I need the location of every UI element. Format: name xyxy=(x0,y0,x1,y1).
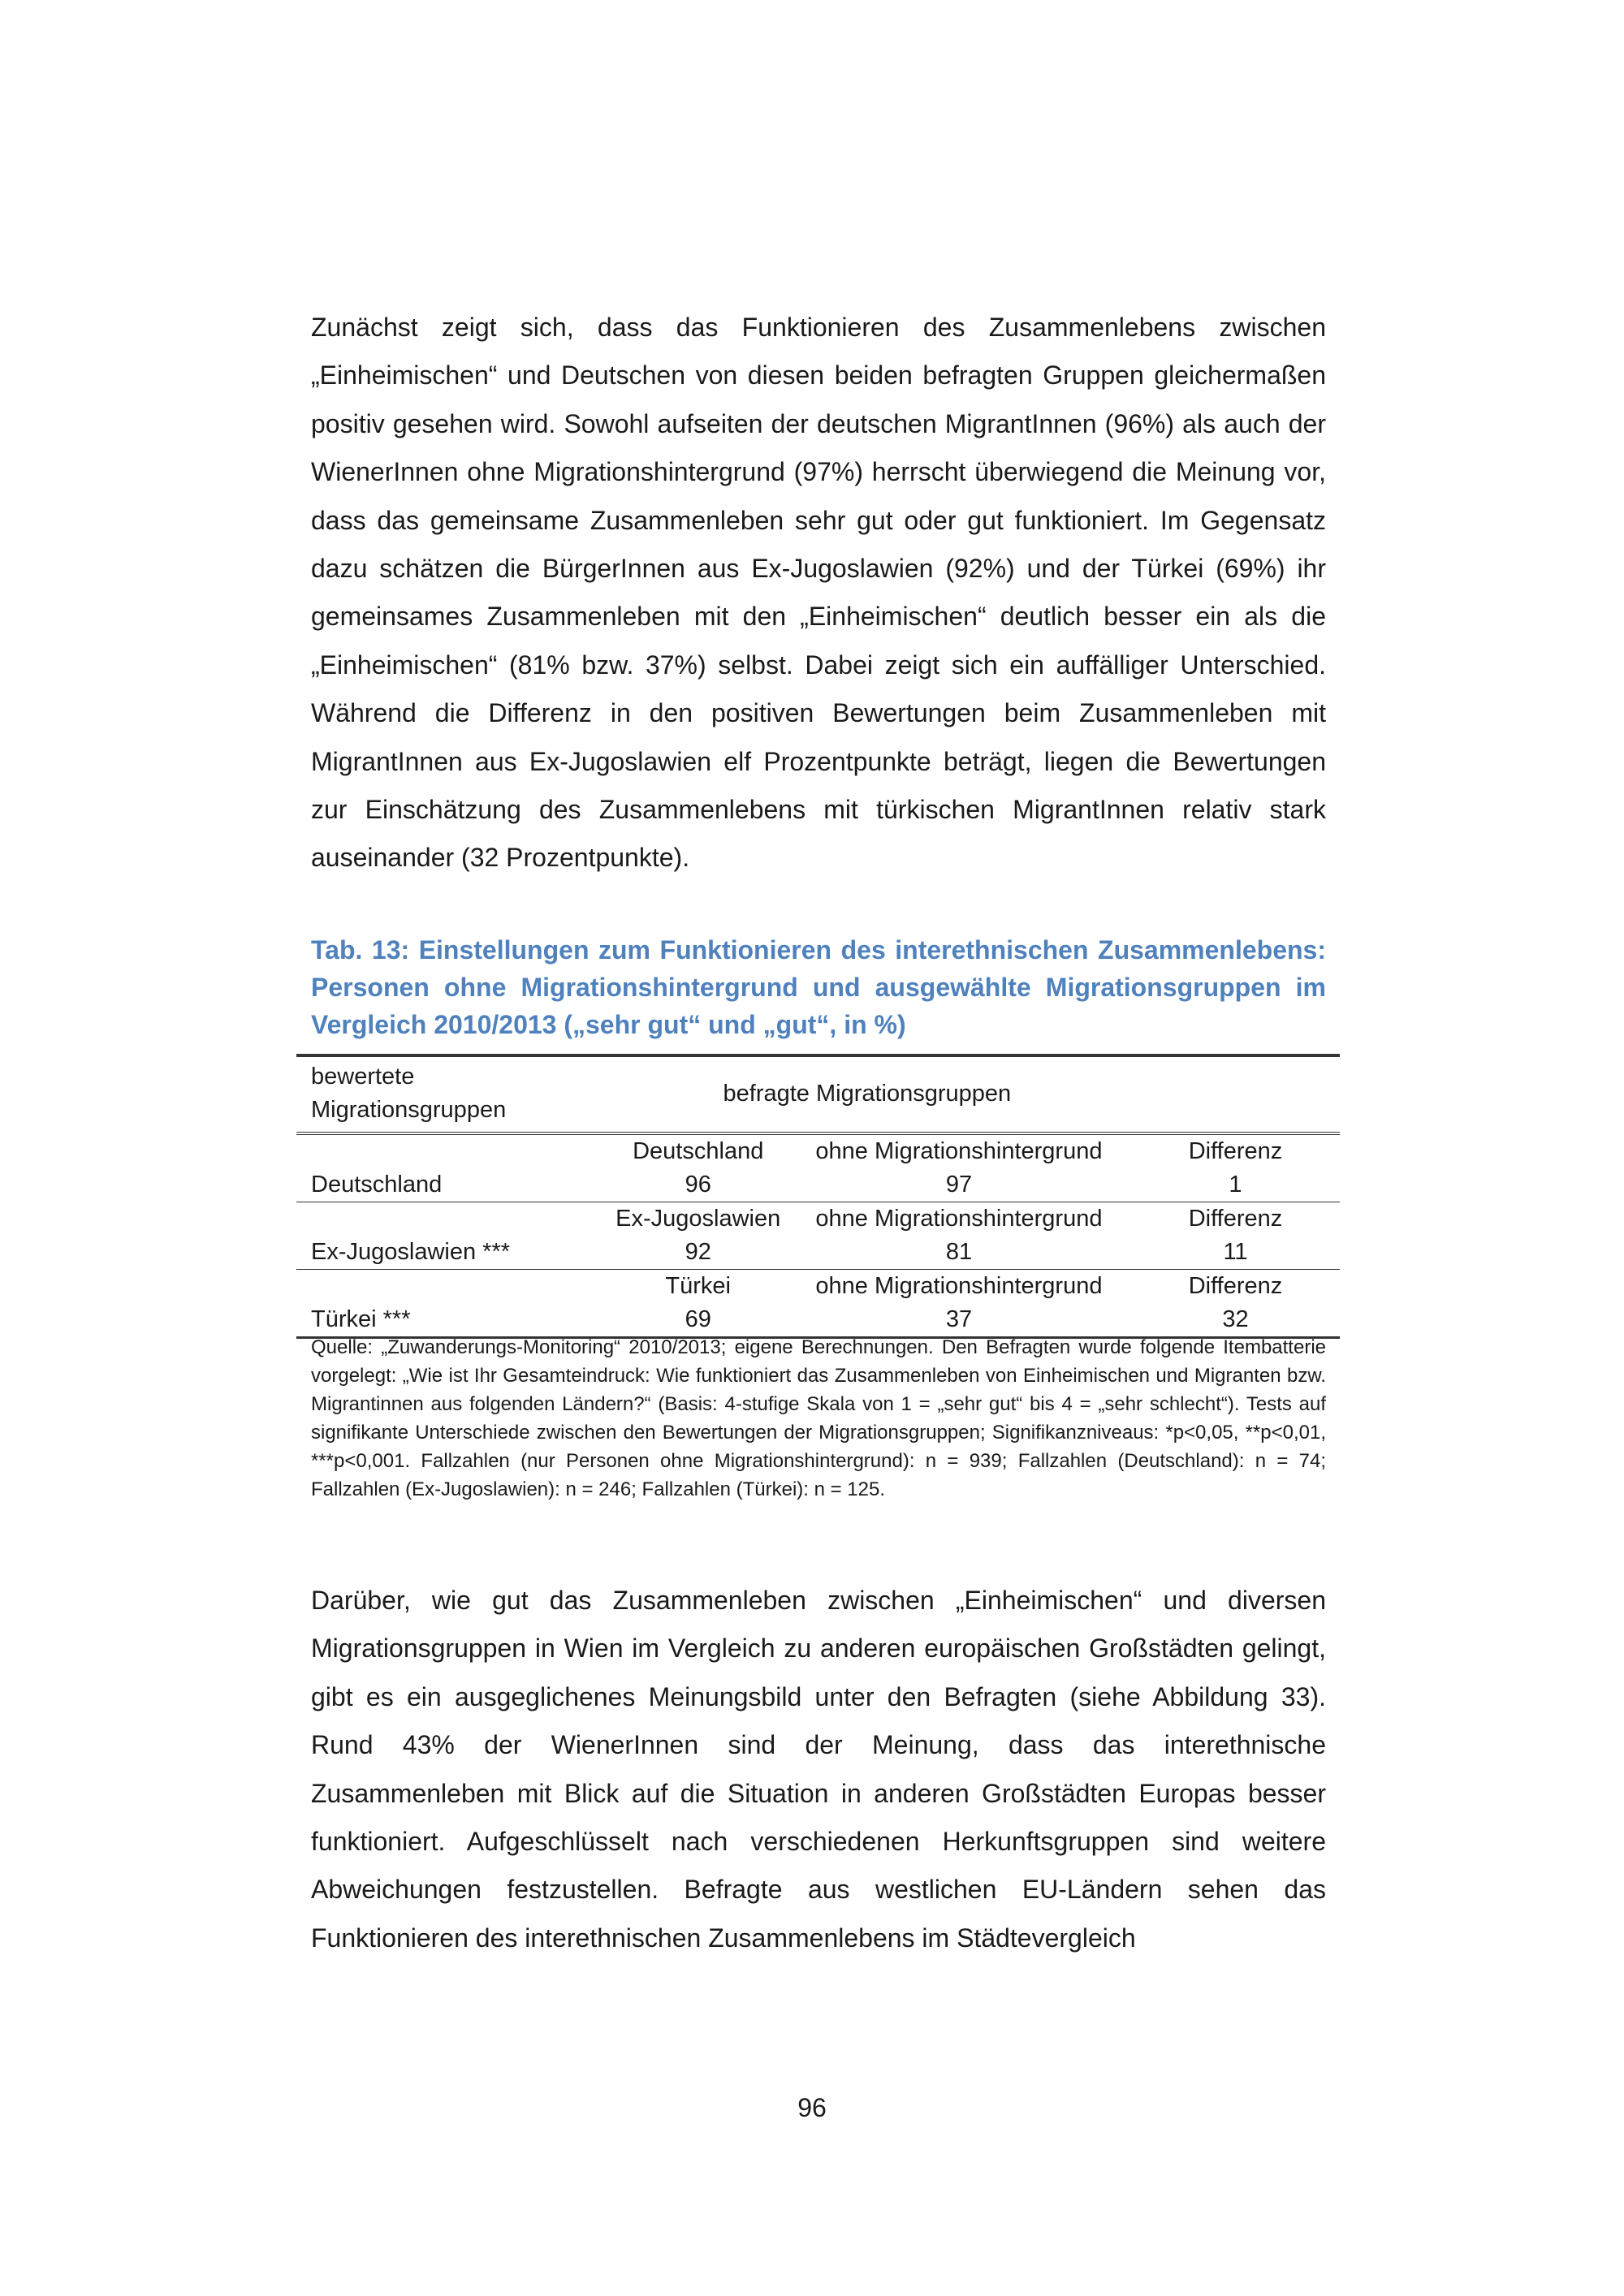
value-difference: 11 xyxy=(1131,1236,1340,1270)
value-group: 92 xyxy=(610,1236,787,1270)
table-source-note: Quelle: „Zuwanderungs-Monitoring“ 2010/2013; eigene Berechnungen. Den Befragten wurde folgende Itembatterie vorgelegt: „Wie ist Ihr Gesamteindruck: Wie funktioniert das Zusammenleben von Einheimischen und Migranten bzw. Migrantinnen aus folgenden Ländern?“ (Basis: 4-stufige Skala von 1 = „sehr gut“ bis 4 = „sehr schlecht“). Tests auf signifikante Unterschiede zwischen den Bewertungen der Migrationsgruppen; Signifikanzniveaus: *p<0,05, **p<0,01, ***p<0,001. Fallzahlen (nur Personen ohne Migrationshintergrund): n = 939; Fallzahlen (Deutschland): n = 74; Fallzahlen (Ex-Jugoslawien): n = 246; Fallzahlen (Türkei): n = 125. xyxy=(311,1336,1326,1500)
value-group: 96 xyxy=(610,1168,787,1202)
table-header-row xyxy=(296,1055,1340,1133)
value-difference: 1 xyxy=(1131,1168,1340,1202)
col-label-no-migration: ohne Migrationshintergrund xyxy=(815,1273,1103,1299)
col-label-group: Deutschland xyxy=(633,1138,764,1164)
value-no-migration: 37 xyxy=(787,1303,1131,1338)
header-surveyed-groups: befragte Migrationsgruppen xyxy=(610,1055,1341,1133)
table-row xyxy=(296,1236,1340,1270)
col-label-difference: Differenz xyxy=(1188,1273,1283,1299)
value-no-migration: 81 xyxy=(787,1236,1131,1270)
col-label-difference: Differenz xyxy=(1188,1138,1283,1164)
col-label-no-migration: ohne Migrationshintergrund xyxy=(815,1206,1103,1232)
col-label-group: Ex-Jugoslawien xyxy=(615,1206,781,1232)
table-row xyxy=(296,1270,1340,1304)
value-difference: 32 xyxy=(1131,1303,1340,1338)
body-paragraph-2: Darüber, wie gut das Zusammenleben zwischen „Einheimischen“ und diversen Migrationsgruppen in Wien im Vergleich zu anderen europäischen Großstädten gelingt, gibt es ein ausgeglichenes Meinungsbild unter den Befragten (siehe Abbildung 33). Rund 43% der WienerInnen sind der Meinung, dass das interethnische Zusammenleben mit Blick auf die Situation in anderen Großstädten Europas besser funktioniert. Aufgeschlüsselt nach verschiedenen Herkunftsgruppen sind weitere Abweichungen festzustellen. Befragte aus westlichen EU-Ländern sehen das Funktionieren des interethnischen Zusammenlebens im Städtevergleich xyxy=(311,1586,1326,1953)
value-no-migration: 97 xyxy=(787,1168,1131,1202)
table-row xyxy=(296,1133,1340,1168)
page-number: 96 xyxy=(797,2093,827,2122)
row-label: Deutschland xyxy=(296,1168,610,1202)
table-caption: Tab. 13: Einstellungen zum Funktionieren des interethnischen Zusammenlebens: Personen ohne Migrationshintergrund und ausgewählte Migrationsgruppen im Vergleich 2010/2013 („sehr gut“ und „gut“, in %) xyxy=(311,935,1326,1039)
data-table xyxy=(296,1054,1340,1339)
row-label: Türkei *** xyxy=(296,1303,610,1338)
header-rated-groups: bewertete Migrationsgruppen xyxy=(296,1055,610,1133)
col-label-no-migration: ohne Migrationshintergrund xyxy=(815,1138,1103,1164)
row-label: Ex-Jugoslawien *** xyxy=(296,1236,610,1270)
col-label-group: Türkei xyxy=(665,1273,731,1299)
table-row xyxy=(296,1168,1340,1202)
table-row xyxy=(296,1202,1340,1236)
body-paragraph-1: Zunächst zeigt sich, dass das Funktionieren des Zusammenlebens zwischen „Einheimischen“ und Deutschen von diesen beiden befragten Gruppen gleichermaßen positiv gesehen wird. Sowohl aufseiten der deutschen MigrantInnen (96%) als auch der WienerInnen ohne Migrationshintergrund (97%) herrscht überwiegend die Meinung vor, dass das gemeinsame Zusammenleben sehr gut oder gut funktioniert. Im Gegensatz dazu schätzen die BürgerInnen aus Ex-Jugoslawien (92%) und der Türkei (69%) ihr gemeinsames Zusammenleben mit den „Einheimischen“ deutlich besser ein als die „Einheimischen“ (81% bzw. 37%) selbst. Dabei zeigt sich ein auffälliger Unterschied. Während die Differenz in den positiven Bewertungen beim Zusammenleben mit MigrantInnen aus Ex-Jugoslawien elf Prozentpunkte beträgt, liegen die Bewertungen zur Einschätzung des Zusammenlebens mit türkischen MigrantInnen relativ stark auseinander (32 Prozentpunkte). xyxy=(311,313,1326,873)
value-group: 69 xyxy=(610,1303,787,1338)
col-label-difference: Differenz xyxy=(1188,1206,1283,1232)
